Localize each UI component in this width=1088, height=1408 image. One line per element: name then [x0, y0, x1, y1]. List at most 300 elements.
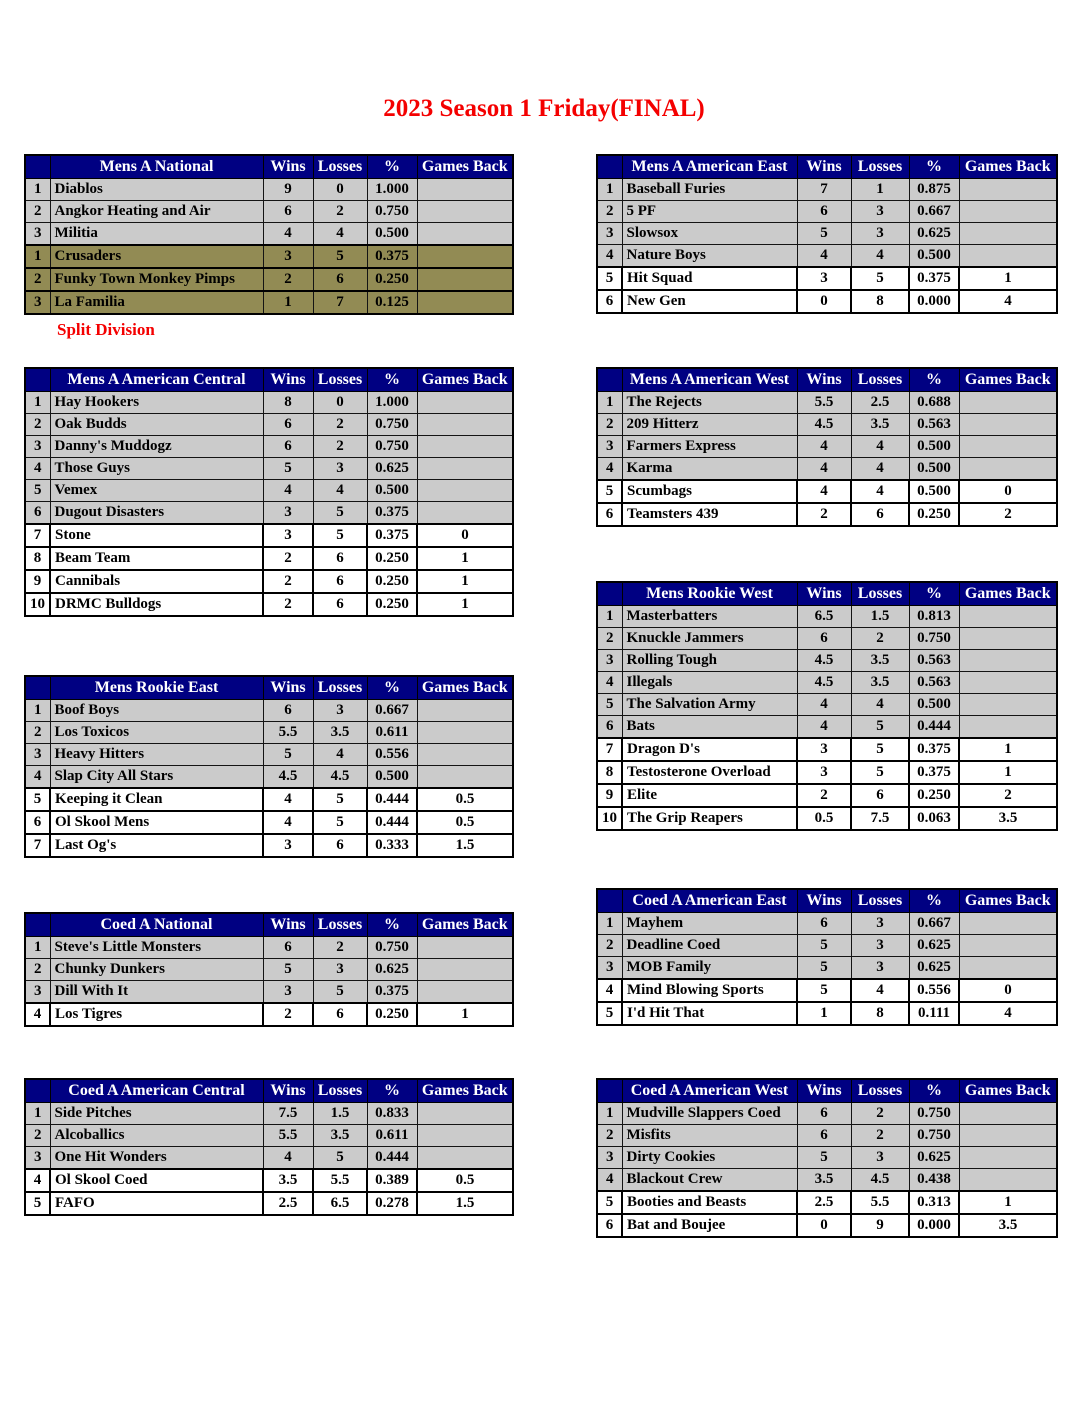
column-header-pct: % [367, 913, 417, 937]
table-row [25, 788, 513, 811]
team-name-cell: Slap City All Stars [50, 766, 263, 789]
losses-cell: 5.5 [313, 1169, 367, 1192]
wins-cell: 5 [263, 744, 313, 766]
pct-cell: 0.750 [909, 1103, 959, 1125]
table-coed-a-american-east [596, 888, 1056, 1026]
losses-cell: 3 [851, 223, 909, 245]
column-header-wins: Wins [263, 913, 313, 937]
pct-cell: 0.250 [909, 503, 959, 526]
pct-cell: 1.000 [367, 392, 417, 414]
losses-cell: 4 [851, 694, 909, 716]
table-title: Mens A American Central [50, 368, 263, 392]
table-title: Mens Rookie West [622, 582, 797, 606]
rank-cell: 5 [597, 694, 622, 716]
losses-cell: 2 [313, 436, 367, 458]
rank-cell: 1 [597, 179, 622, 201]
team-name-cell: Those Guys [50, 458, 263, 480]
losses-cell: 4 [313, 744, 367, 766]
losses-cell: 4 [313, 480, 367, 502]
column-header-wins: Wins [797, 582, 851, 606]
games-back-cell [417, 291, 513, 314]
table-row [597, 267, 1057, 290]
games-back-cell [417, 436, 513, 458]
table-row [597, 480, 1057, 503]
pct-cell: 0.750 [367, 201, 417, 223]
wins-cell: 2.5 [797, 1191, 851, 1214]
team-name-cell: Misfits [622, 1125, 797, 1147]
losses-cell: 4 [313, 223, 367, 246]
pct-cell: 0.750 [909, 1125, 959, 1147]
team-name-cell: Boof Boys [50, 700, 263, 722]
rank-cell: 6 [597, 1214, 622, 1237]
table-row [25, 414, 513, 436]
standings-table [596, 1078, 1058, 1238]
team-name-cell: The Rejects [622, 392, 797, 414]
rank-cell: 4 [597, 1169, 622, 1192]
column-header-pct: % [909, 582, 959, 606]
losses-cell: 6 [851, 503, 909, 526]
team-name-cell: I'd Hit That [622, 1002, 797, 1025]
table-row [597, 672, 1057, 694]
table-row [25, 722, 513, 744]
losses-cell: 5 [313, 502, 367, 525]
team-name-cell: Farmers Express [622, 436, 797, 458]
games-back-cell: 1 [417, 547, 513, 570]
losses-cell: 3 [851, 1147, 909, 1169]
wins-cell: 5.5 [263, 722, 313, 744]
losses-cell: 1 [851, 179, 909, 201]
wins-cell: 6 [263, 201, 313, 223]
wins-cell: 6 [263, 700, 313, 722]
rank-cell: 8 [597, 761, 622, 784]
pct-cell: 0.250 [367, 547, 417, 570]
column-header-losses: Losses [851, 889, 909, 913]
wins-cell: 5 [797, 979, 851, 1002]
rank-cell: 3 [25, 1147, 50, 1170]
column-header-games-back: Games Back [959, 368, 1057, 392]
column-header-losses: Losses [313, 676, 367, 700]
losses-cell: 5 [851, 738, 909, 761]
team-name-cell: Teamsters 439 [622, 503, 797, 526]
team-name-cell: Elite [622, 784, 797, 807]
wins-cell: 3.5 [263, 1169, 313, 1192]
table-mens-a-american-east [596, 154, 1056, 314]
rank-cell: 2 [25, 268, 50, 291]
wins-cell: 6.5 [797, 606, 851, 628]
rank-cell: 6 [597, 290, 622, 313]
team-name-cell: Masterbatters [622, 606, 797, 628]
table-mens-a-american-west [596, 367, 1056, 527]
games-back-cell: 3.5 [959, 1214, 1057, 1237]
games-back-cell [959, 935, 1057, 957]
wins-cell: 8 [263, 392, 313, 414]
table-row [25, 959, 513, 981]
team-name-cell: Oak Budds [50, 414, 263, 436]
wins-cell: 5 [797, 935, 851, 957]
games-back-cell: 2 [959, 503, 1057, 526]
team-name-cell: Ol Skool Coed [50, 1169, 263, 1192]
pct-cell: 0.750 [909, 628, 959, 650]
rank-cell: 6 [25, 502, 50, 525]
column-header-games-back: Games Back [959, 889, 1057, 913]
column-header-pct: % [909, 1079, 959, 1103]
wins-cell: 7 [797, 179, 851, 201]
table-title: Coed A American Central [50, 1079, 263, 1103]
table-row [597, 245, 1057, 268]
losses-cell: 2 [851, 628, 909, 650]
rank-cell: 7 [25, 834, 50, 857]
column-header-games-back: Games Back [959, 155, 1057, 179]
table-title: Mens Rookie East [50, 676, 263, 700]
wins-cell: 1 [263, 291, 313, 314]
team-name-cell: Ol Skool Mens [50, 811, 263, 834]
rank-cell: 3 [597, 436, 622, 458]
column-header-pct: % [367, 368, 417, 392]
losses-cell: 3 [851, 201, 909, 223]
pct-cell: 0.500 [909, 436, 959, 458]
team-name-cell: Testosterone Overload [622, 761, 797, 784]
team-name-cell: Cannibals [50, 570, 263, 593]
column-header-losses: Losses [313, 155, 367, 179]
standings-table [24, 1078, 514, 1216]
rank-cell: 3 [597, 650, 622, 672]
wins-cell: 4 [797, 458, 851, 481]
team-name-cell: Deadline Coed [622, 935, 797, 957]
wins-cell: 2 [263, 570, 313, 593]
standings-table [24, 154, 514, 315]
games-back-cell [959, 458, 1057, 481]
losses-cell: 4 [851, 979, 909, 1002]
column-header-losses: Losses [313, 913, 367, 937]
table-row [25, 179, 513, 201]
team-name-cell: Los Tigres [50, 1003, 263, 1026]
games-back-cell: 0 [959, 979, 1057, 1002]
column-header-wins: Wins [263, 676, 313, 700]
wins-cell: 3.5 [797, 1169, 851, 1192]
header-row [25, 368, 513, 392]
wins-cell: 4 [797, 716, 851, 739]
team-name-cell: Nature Boys [622, 245, 797, 268]
games-back-cell [417, 1103, 513, 1125]
losses-cell: 5 [851, 267, 909, 290]
losses-cell: 0 [313, 179, 367, 201]
pct-cell: 0.375 [909, 761, 959, 784]
rank-cell: 3 [25, 436, 50, 458]
rank-cell: 2 [25, 414, 50, 436]
table-row [25, 524, 513, 547]
rank-cell: 9 [25, 570, 50, 593]
games-back-cell: 1.5 [417, 1192, 513, 1215]
rank-cell: 10 [597, 807, 622, 830]
column-header-pct: % [367, 155, 417, 179]
table-row [597, 392, 1057, 414]
table-mens-rookie-east [24, 675, 512, 858]
table-row [597, 913, 1057, 935]
rank-cell: 4 [597, 979, 622, 1002]
games-back-cell [417, 502, 513, 525]
wins-cell: 2 [263, 593, 313, 616]
wins-cell: 2 [797, 503, 851, 526]
games-back-cell [417, 201, 513, 223]
wins-cell: 5.5 [797, 392, 851, 414]
wins-cell: 2 [797, 784, 851, 807]
header-row [25, 913, 513, 937]
games-back-cell [417, 223, 513, 246]
table-row [597, 935, 1057, 957]
wins-cell: 5 [797, 1147, 851, 1169]
table-row [597, 694, 1057, 716]
wins-cell: 2 [263, 547, 313, 570]
wins-cell: 4 [263, 480, 313, 502]
rank-cell: 6 [597, 503, 622, 526]
team-name-cell: Dill With It [50, 981, 263, 1004]
column-header-pct: % [909, 155, 959, 179]
table-row [25, 937, 513, 959]
table-row [25, 1192, 513, 1215]
pct-cell: 0.625 [909, 957, 959, 980]
column-header-games-back: Games Back [417, 676, 513, 700]
wins-cell: 4.5 [797, 414, 851, 436]
team-name-cell: Militia [50, 223, 263, 246]
pct-cell: 0.063 [909, 807, 959, 830]
pct-cell: 0.625 [367, 458, 417, 480]
games-back-cell [417, 245, 513, 268]
rank-header-cell [597, 582, 622, 606]
losses-cell: 3.5 [851, 414, 909, 436]
team-name-cell: Booties and Beasts [622, 1191, 797, 1214]
rank-cell: 4 [25, 1003, 50, 1026]
games-back-cell [959, 1147, 1057, 1169]
table-row [597, 436, 1057, 458]
losses-cell: 5 [851, 716, 909, 739]
table-row [597, 414, 1057, 436]
team-name-cell: Bats [622, 716, 797, 739]
losses-cell: 2.5 [851, 392, 909, 414]
pct-cell: 0.375 [367, 502, 417, 525]
pct-cell: 0.625 [909, 223, 959, 245]
rank-cell: 1 [597, 1103, 622, 1125]
table-row [25, 1147, 513, 1170]
table-row [25, 547, 513, 570]
standings-table [24, 912, 514, 1027]
games-back-cell [959, 606, 1057, 628]
losses-cell: 2 [313, 201, 367, 223]
losses-cell: 5.5 [851, 1191, 909, 1214]
games-back-cell [417, 959, 513, 981]
rank-header-cell [597, 1079, 622, 1103]
wins-cell: 4 [263, 788, 313, 811]
table-row [25, 436, 513, 458]
games-back-cell: 4 [959, 1002, 1057, 1025]
pct-cell: 0.000 [909, 290, 959, 313]
standings-table [24, 675, 514, 858]
wins-cell: 5 [263, 458, 313, 480]
losses-cell: 3 [851, 913, 909, 935]
pct-cell: 0.563 [909, 672, 959, 694]
column-header-pct: % [367, 1079, 417, 1103]
team-name-cell: Vemex [50, 480, 263, 502]
games-back-cell [959, 716, 1057, 739]
rank-cell: 4 [25, 766, 50, 789]
table-row [597, 1147, 1057, 1169]
losses-cell: 3.5 [851, 650, 909, 672]
team-name-cell: The Grip Reapers [622, 807, 797, 830]
games-back-cell: 0 [959, 480, 1057, 503]
losses-cell: 3.5 [851, 672, 909, 694]
team-name-cell: DRMC Bulldogs [50, 593, 263, 616]
wins-cell: 6 [797, 628, 851, 650]
table-title: Mens A National [50, 155, 263, 179]
pct-cell: 0.833 [367, 1103, 417, 1125]
table-title: Coed A National [50, 913, 263, 937]
pct-cell: 0.444 [367, 1147, 417, 1170]
games-back-cell: 1 [959, 738, 1057, 761]
rank-cell: 1 [25, 245, 50, 268]
losses-cell: 5 [851, 761, 909, 784]
rank-cell: 3 [25, 291, 50, 314]
wins-cell: 3 [797, 267, 851, 290]
games-back-cell [417, 1125, 513, 1147]
pct-cell: 0.438 [909, 1169, 959, 1192]
team-name-cell: Hit Squad [622, 267, 797, 290]
team-name-cell: MOB Family [622, 957, 797, 980]
wins-cell: 1 [797, 1002, 851, 1025]
standings-table [24, 367, 514, 617]
pct-cell: 0.500 [909, 245, 959, 268]
table-row [25, 480, 513, 502]
table-coed-a-national [24, 912, 512, 1027]
rank-cell: 2 [597, 1125, 622, 1147]
table-row [25, 1003, 513, 1026]
team-name-cell: Angkor Heating and Air [50, 201, 263, 223]
table-row [25, 1169, 513, 1192]
table-row [25, 223, 513, 246]
rank-header-cell [597, 889, 622, 913]
table-row [597, 807, 1057, 830]
games-back-cell: 0.5 [417, 788, 513, 811]
table-coed-a-american-west [596, 1078, 1056, 1238]
rank-cell: 5 [25, 480, 50, 502]
pct-cell: 0.250 [367, 1003, 417, 1026]
games-back-cell [959, 392, 1057, 414]
games-back-cell: 1 [417, 570, 513, 593]
rank-header-cell [25, 913, 50, 937]
wins-cell: 4 [797, 694, 851, 716]
table-title: Coed A American West [622, 1079, 797, 1103]
column-header-wins: Wins [797, 889, 851, 913]
losses-cell: 1.5 [313, 1103, 367, 1125]
wins-cell: 3 [263, 834, 313, 857]
rank-cell: 3 [25, 223, 50, 246]
table-row [597, 1191, 1057, 1214]
table-row [25, 1103, 513, 1125]
games-back-cell: 0.5 [417, 811, 513, 834]
team-name-cell: Karma [622, 458, 797, 481]
table-title: Mens A American West [622, 368, 797, 392]
pct-cell: 0.667 [909, 913, 959, 935]
games-back-cell [959, 913, 1057, 935]
wins-cell: 6 [263, 436, 313, 458]
pct-cell: 0.125 [367, 291, 417, 314]
wins-cell: 5 [797, 223, 851, 245]
games-back-cell: 4 [959, 290, 1057, 313]
team-name-cell: Baseball Furies [622, 179, 797, 201]
pct-cell: 0.750 [367, 436, 417, 458]
losses-cell: 5 [313, 524, 367, 547]
table-row [25, 502, 513, 525]
column-header-games-back: Games Back [959, 582, 1057, 606]
games-back-cell [417, 937, 513, 959]
table-title: Coed A American East [622, 889, 797, 913]
wins-cell: 0 [797, 290, 851, 313]
rank-header-cell [597, 368, 622, 392]
pct-cell: 0.278 [367, 1192, 417, 1215]
losses-cell: 1.5 [851, 606, 909, 628]
table-row [597, 201, 1057, 223]
games-back-cell [959, 201, 1057, 223]
games-back-cell: 1 [417, 1003, 513, 1026]
rank-cell: 1 [597, 913, 622, 935]
games-back-cell [959, 223, 1057, 245]
standings-table [596, 581, 1058, 831]
wins-cell: 4 [263, 811, 313, 834]
table-row [597, 1169, 1057, 1192]
games-back-cell: 2 [959, 784, 1057, 807]
page-title: 2023 Season 1 Friday(FINAL) [383, 95, 705, 122]
rank-cell: 5 [25, 1192, 50, 1215]
games-back-cell [959, 1103, 1057, 1125]
wins-cell: 2 [263, 1003, 313, 1026]
table-row [597, 784, 1057, 807]
rank-cell: 8 [25, 547, 50, 570]
games-back-cell [417, 744, 513, 766]
rank-cell: 1 [25, 1103, 50, 1125]
losses-cell: 3.5 [313, 722, 367, 744]
table-row [597, 979, 1057, 1002]
table-coed-a-american-central [24, 1078, 512, 1216]
rank-cell: 6 [597, 716, 622, 739]
wins-cell: 4 [263, 223, 313, 246]
pct-cell: 0.750 [367, 937, 417, 959]
games-back-cell [959, 1169, 1057, 1192]
rank-cell: 2 [25, 201, 50, 223]
table-row [25, 291, 513, 314]
rank-cell: 2 [597, 414, 622, 436]
table-row [25, 392, 513, 414]
losses-cell: 5 [313, 811, 367, 834]
team-name-cell: Mind Blowing Sports [622, 979, 797, 1002]
pct-cell: 0.250 [367, 593, 417, 616]
table-row [25, 201, 513, 223]
team-name-cell: New Gen [622, 290, 797, 313]
table-row [597, 290, 1057, 313]
games-back-cell [959, 957, 1057, 980]
table-mens-a-american-central [24, 367, 512, 617]
games-back-cell [417, 480, 513, 502]
losses-cell: 4.5 [851, 1169, 909, 1192]
losses-cell: 9 [851, 1214, 909, 1237]
games-back-cell [417, 722, 513, 744]
losses-cell: 0 [313, 392, 367, 414]
losses-cell: 2 [313, 937, 367, 959]
pct-cell: 0.625 [909, 1147, 959, 1169]
games-back-cell [417, 179, 513, 201]
column-header-pct: % [909, 889, 959, 913]
table-row [25, 458, 513, 480]
losses-cell: 6 [851, 784, 909, 807]
column-header-wins: Wins [797, 1079, 851, 1103]
team-name-cell: Bat and Boujee [622, 1214, 797, 1237]
